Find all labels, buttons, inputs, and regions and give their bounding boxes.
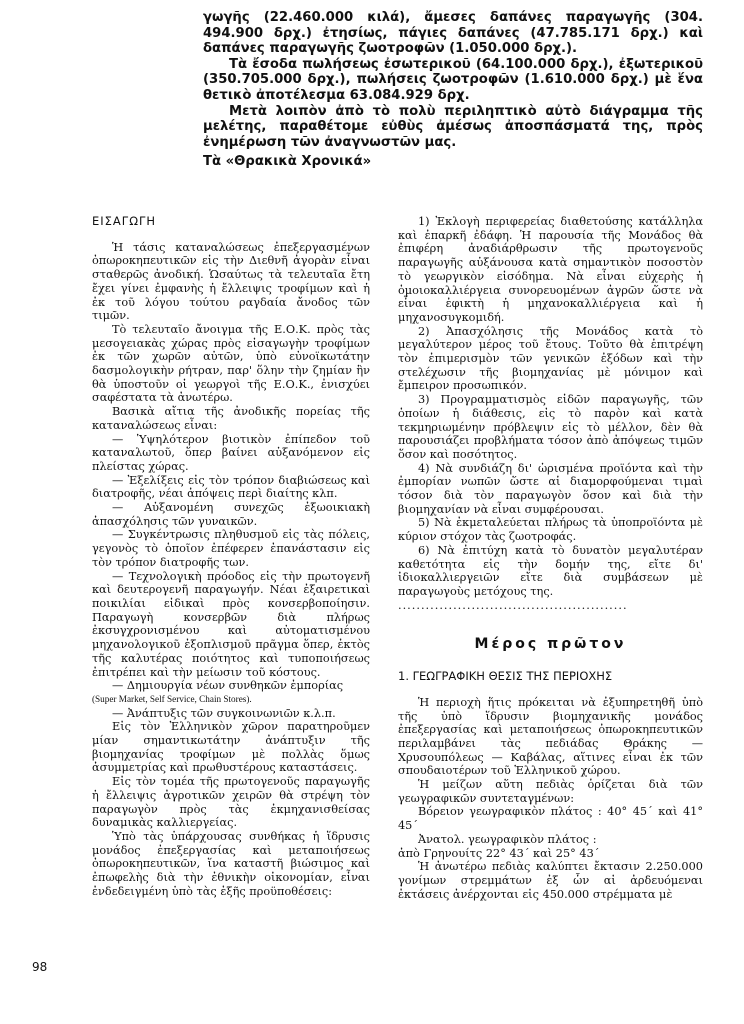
left-column: [92, 215, 370, 898]
paragraph: Βασικὰ αἴτια τῆς ἀνοδικῆς πορείας τῆς καταναλώσεως εἶναι:: [92, 405, 370, 432]
part-title: Μέρος πρῶτον: [474, 636, 627, 653]
list-item: — Ἀνάπτυξις τῶν συγκοινωνιῶν κ.λ.π.: [112, 706, 336, 720]
section-heading: ΕΙΣΑΓΩΓΗ: [92, 214, 157, 228]
intro-paragraph: γωγῆς (22.460.000 κιλά), ἄμεσες δαπάνες παραγωγῆς (304. 494.900 δρχ.) ἐτησίως, πάγιες δαπάνες (47.785.171 δρχ.) καὶ δαπάνες παραγωγῆς ζωοτροφῶν (1.050.000 δρχ.).: [203, 10, 703, 57]
paragraph: Ἡ ἀνωτέρω πεδιὰς καλύπτει ἔκτασιν 2.250.000 γονίμων στρεμμάτων ἐξ ὧν αἱ ἀρδευόμεναι ἐκτάσεις ἀνέρχονται εἰς 450.000 στρέμματα μὲ: [398, 860, 703, 901]
numbered-item: 5) Νὰ ἐκμεταλεύεται πλήρως τὰ ὑποπροϊόντα μὲ κύριον στόχον τὰς ζωοτροφάς.: [398, 516, 703, 544]
numbered-item: 3) Προγραμματισμὸς εἰδῶν παραγωγῆς, τῶν ὁποίων ἡ διάθεσις, εἰς τὸ παρὸν καὶ κατὰ τεκμηριωμένην πρόβλεψιν εἰς τὸ μέλλον, δὲν θὰ παρουσιάζει προβλήματα τόσον ἀπὸ ἀπόψεως τιμῶν ὅσον καὶ ποσότητος.: [398, 393, 703, 461]
intro-block: [203, 10, 703, 170]
coordinate-line: Ἀνατολ. γεωγραφικὸν πλάτος :: [418, 832, 597, 846]
paragraph: Τὸ τελευταῖο ἄνοιγμα τῆς Ε.Ο.Κ. πρὸς τὰς μεσογειακὰς χώρας πρὸς εἰσαγωγὴν τροφίμων ἐκ τῶν χωρῶν αὐτῶν, ὑπὸ εὐνοϊκωτάτην δασμολογικὴν ρήτραν, παρ' ὅλην τὴν ζημίαν ἣν θὰ ὑποστοῦν οἱ γεωργοὶ τῆς Ε.Ο.Κ., ἐνισχύει σαφέστατα τὰ ἀνωτέρω.: [92, 322, 370, 405]
list-item: — Ὑψηλότερον βιοτικὸν ἐπίπεδον τοῦ καταναλωτοῦ, ὅπερ βαίνει αὐξανόμενον εἰς πλείστας χώρας.: [92, 432, 370, 473]
section-heading: 1. ΓΕΩΓΡΑΦΙΚΗ ΘΕΣΙΣ ΤΗΣ ΠΕΡΙΟΧΗΣ: [398, 669, 613, 684]
numbered-item: 4) Νὰ συνδιάζη δι' ὡρισμένα προϊόντα καὶ τὴν ἐμπορίαν νωπῶν ὥστε αἱ διαμορφούμεναι τιμαὶ τόσον διὰ τὸν παραγωγὸν ὅσον καὶ διὰ τὴν βιομηχανίαν νὰ εἶναι συμφέρουσαι.: [398, 461, 703, 516]
list-item: — Δημιουργία νέων συνθηκῶν ἐμπορίας: [112, 679, 344, 693]
dotted-separator: ..................................................: [398, 598, 628, 612]
signature: Τὰ «Θρακικὰ Χρονικά»: [203, 154, 372, 170]
paragraph: Ἡ περιοχὴ ἥτις πρόκειται νὰ ἐξυπηρετηθῆ ὑπὸ τῆς ὑπὸ ἵδρυσιν βιομηχανικῆς μονάδος ἐπεξεργασίας καὶ μεταποιήσεως ὀπωροκηπευτικῶν περιλαμβάνει τὰς πεδιάδας Θράκης — Χρυσουπόλεως — Καβάλας, αἵτινες εἶναι ἐκ τῶν σπουδαιοτέρων τοῦ Ἑλληνικοῦ χώρου.: [398, 695, 703, 778]
right-column: [398, 215, 703, 901]
numbered-item: 1) Ἐκλογὴ περιφερείας διαθετούσης κατάλληλα καὶ ἐπαρκῆ ἐδάφη. Ἡ παρουσία τῆς Μονάδος θὰ ἐπιφέρη ἀναδιάρθρωσιν τῆς πρωτογενοῦς παραγωγῆς αὐξάνουσα κατὰ σημαντικὸν ποσοστὸν τὸ γεωργικὸν εἰσόδημα. Νὰ εἶναι εὐχερὴς ἡ ὁμοιοκαλλιέργεια συνορευομένων ἀγρῶν ὥστε νὰ εἶναι ἐφικτὴ ἡ μηχανοκαλλιέργεια καὶ ἡ μηχανοσυγκομιδή.: [398, 215, 703, 324]
numbered-item: 6) Νὰ ἐπιτύχη κατὰ τὸ δυνατὸν μεγαλυτέραν καθετότητα εἰς τὴν δομήν της, εἴτε δι' ἰδιοκαλλιεργειῶν εἴτε διὰ συμβάσεων μὲ παραγωγοὺς μετόχους της.: [398, 543, 703, 598]
list-item: — Τεχνολογικὴ πρόοδος εἰς τὴν πρωτογενῆ καὶ δευτερογενῆ παραγωγήν. Νέαι ἐξαιρετικαὶ ποικιλίαι εἰδικαὶ πρὸς κονσερβοποίησιν. Παραγωγὴ κονσερβῶν διὰ πλήρως ἐκσυγχρονισμένου καὶ αὐτοματισμένου μηχανολογικοῦ ἐξοπλισμοῦ πρᾶγμα ὅπερ, ἐκτὸς τῆς καλυτέρας ποιότητος καὶ τυποποιήσεως ἐπιτρέπει καὶ τὴν μείωσιν τοῦ κόστους.: [92, 569, 370, 679]
list-item: — Αὐξανομένη συνεχῶς ἐξωοικιακὴ ἀπασχόλησις τῶν γυναικῶν.: [92, 501, 370, 528]
intro-paragraph: Τὰ ἔσοδα πωλήσεως ἐσωτερικοῦ (64.100.000 δρχ.), ἐξωτερικοῦ (350.705.000 δρχ.), πωλήσεις ζωοτροφῶν (1.610.000 δρχ.) μὲ ἕνα θετικὸ ἀποτέλεσμα 63.084.929 δρχ.: [203, 56, 703, 103]
coordinate-line: ἀπὸ Γρηνουίτς 22° 43΄ καὶ 25° 43΄: [398, 846, 600, 860]
list-item: — Ἐξελίξεις εἰς τὸν τρόπον διαβιώσεως καὶ διατροφῆς, νέαι ἀπόψεις περὶ διαίτης κλπ.: [92, 473, 370, 501]
list-item-note: (Super Market, Self Service, Chain Stores).: [92, 693, 252, 704]
list-item: — Συγκέντρωσις πληθυσμοῦ εἰς τὰς πόλεις, γεγονὸς τὸ ὁποῖον ἐπέφερεν ἐπανάστασιν εἰς τὸν τρόπον διατροφῆς των.: [92, 528, 370, 569]
page-number: 98: [32, 960, 48, 974]
numbered-item: 2) Ἀπασχόλησις τῆς Μονάδος κατὰ τὸ μεγαλύτερον μέρος τοῦ ἔτους. Τοῦτο θὰ ἐπιτρέψη τὸν ἐπιμερισμὸν τῶν γενικῶν ἐξόδων καὶ τὴν στελέχωσιν τῆς βιομηχανίας μὲ μόνιμον καὶ ἔμπειρον προσωπικόν.: [398, 324, 703, 393]
paragraph: Ἡ τάσις καταναλώσεως ἐπεξεργασμένων ὀπωροκηπευτικῶν εἰς τὴν Διεθνῆ ἀγορὰν εἶναι σταθερῶς ἀνοδική. Ὡσαύτως τὰ τελευταῖα ἔτη ἔχει γίνει ἐμφανὴς ἡ ἔλλειψις τροφίμων καὶ ἡ ἐκ τοῦ λόγου τούτου ραγδαία ἄνοδος τῶν τιμῶν.: [92, 240, 370, 323]
paragraph: Εἰς τὸν τομέα τῆς πρωτογενοῦς παραγωγῆς ἡ ἔλλειψις ἀγροτικῶν χειρῶν θὰ στρέψη τὸν παραγωγὸν πρὸς τὰς ἐκμηχανισθείσας δυναμικὰς καλλιεργείας.: [92, 775, 370, 830]
paragraph: Ἡ μείζων αὕτη πεδιὰς ὁρίζεται διὰ τῶν γεωγραφικῶν συντεταγμένων:: [398, 778, 703, 805]
paragraph: Ὑπὸ τὰς ὑπάρχουσας συνθήκας ἡ ἵδρυσις μονάδος ἐπεξεργασίας καὶ μεταποιήσεως ὀπωροκηπευτικῶν, ἵνα καταστῆ βιώσιμος καὶ ἐπωφελὴς διὰ τὴν ἐθνικὴν οἰκονομίαν, εἶναι ἐνδεδειγμένη ὑπὸ τὰς ἑξῆς προϋποθέσεις:: [92, 829, 370, 898]
intro-paragraph: Μετὰ λοιπὸν ἀπὸ τὸ πολὺ περιληπτικὸ αὐτὸ διάγραμμα τῆς μελέτης, παραθέτομε εὐθὺς ἀμέσως ἀποσπάσματά της, πρὸς ἐνημέρωση τῶν ἀναγνωστῶν μας.: [203, 103, 703, 150]
coordinate-line: Βόρειον γεωγραφικὸν πλάτος : 40° 45΄ καὶ 41° 45΄: [398, 805, 703, 833]
paragraph: Εἰς τὸν Ἑλληνικὸν χῶρον παρατηροῦμεν μίαν σημαντικωτάτην ἀνάπτυξιν τῆς βιομηχανίας τροφίμων μὲ πολλὰς ὅμως ἀσυμμετρίας καὶ πρωθυστέρους καταστάσεις.: [92, 720, 370, 775]
